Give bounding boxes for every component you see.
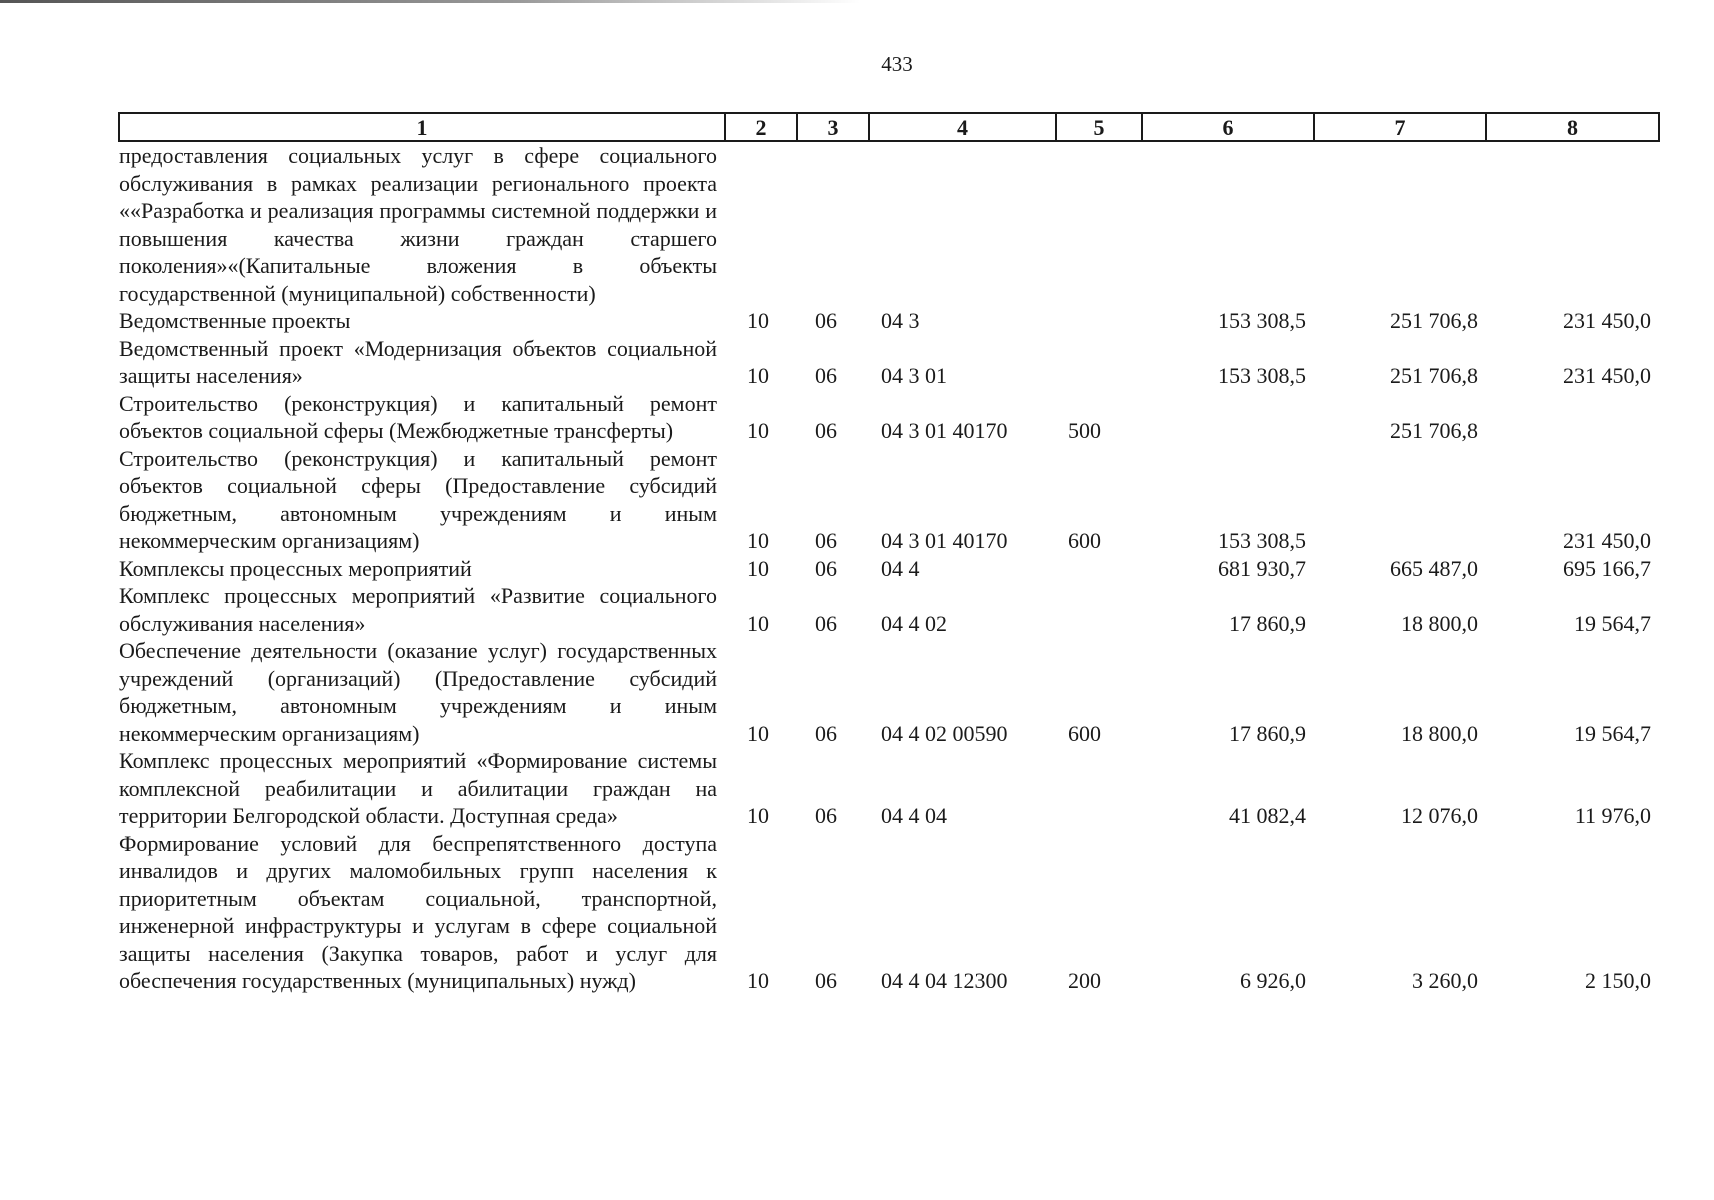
budget-table <box>118 112 1660 995</box>
row-value-col8: 2 150,0 <box>1585 968 1651 993</box>
row-value-col7: 18 800,0 <box>1401 720 1478 746</box>
row-value-col8: 231 450,0 <box>1563 528 1651 553</box>
row-description: Комплексы процессных мероприятий <box>119 555 472 581</box>
row-description: Строительство (реконструкция) и капитальный ремонт объектов социальной сферы (Межбюджетные трансферты) <box>119 390 717 443</box>
row-target-article: 04 3 01 40170 <box>881 528 1008 553</box>
row-value-col7: 251 706,8 <box>1390 308 1478 333</box>
row-expense-type <box>1056 555 1142 583</box>
table-row <box>119 637 1659 747</box>
header-row <box>119 113 1659 141</box>
row-subsection-code: 06 <box>815 610 837 636</box>
row-description: Ведомственный проект «Модернизация объектов социальной защиты населения» <box>119 335 717 388</box>
row-subsection-code <box>797 141 869 307</box>
row-section-code: 10 <box>747 803 769 828</box>
row-value-col6: 41 082,4 <box>1229 803 1306 828</box>
row-section-code: 10 <box>747 308 769 333</box>
header-col-8: 8 <box>1486 113 1659 141</box>
row-section-code: 10 <box>747 363 769 388</box>
row-expense-type <box>1056 582 1142 637</box>
header-col-7: 7 <box>1314 113 1486 141</box>
row-description: Комплекс процессных мероприятий «Развитие социального обслуживания населения» <box>119 583 717 636</box>
row-value-col6: 17 860,9 <box>1229 720 1306 746</box>
row-target-article: 04 4 04 12300 <box>881 968 1008 993</box>
row-value-col7: 251 706,8 <box>1390 363 1478 388</box>
row-target-article: 04 4 04 <box>881 803 947 828</box>
header-col-4: 4 <box>869 113 1056 141</box>
row-description: Строительство (реконструкция) и капитальный ремонт объектов социальной сферы (Предоставление субсидий бюджетным, автономным учреждениям и иным некоммерческим организациям) <box>119 445 717 553</box>
row-value-col7: 665 487,0 <box>1390 555 1478 581</box>
row-section-code: 10 <box>747 528 769 553</box>
header-col-5: 5 <box>1056 113 1142 141</box>
row-value-col6 <box>1142 390 1314 445</box>
row-target-article: 04 3 01 40170 <box>881 418 1008 443</box>
page-number: 433 <box>881 52 913 76</box>
row-section-code: 10 <box>747 720 769 746</box>
row-subsection-code: 06 <box>815 528 837 553</box>
table-body <box>119 141 1659 995</box>
table-row <box>119 830 1659 995</box>
row-description: Комплекс процессных мероприятий «Формирование системы комплексной реабилитации и абилитации граждан на территории Белгородской области. Доступная среда» <box>119 748 717 828</box>
row-expense-type <box>1056 747 1142 830</box>
table-row <box>119 555 1659 583</box>
row-section-code: 10 <box>747 418 769 443</box>
row-subsection-code: 06 <box>815 803 837 828</box>
table-row <box>119 307 1659 335</box>
row-value-col8 <box>1486 390 1659 445</box>
scan-edge <box>0 0 860 3</box>
row-value-col8: 695 166,7 <box>1563 555 1651 581</box>
header-col-6: 6 <box>1142 113 1314 141</box>
row-value-col6: 153 308,5 <box>1218 363 1306 388</box>
row-value-col8: 11 976,0 <box>1574 803 1651 828</box>
row-target-article <box>869 141 1056 307</box>
table-header <box>119 113 1659 141</box>
row-subsection-code: 06 <box>815 968 837 993</box>
row-description: Ведомственные проекты <box>119 308 351 333</box>
table-row <box>119 335 1659 390</box>
row-value-col7: 18 800,0 <box>1401 610 1478 636</box>
row-value-col8: 19 564,7 <box>1574 720 1651 746</box>
header-col-1: 1 <box>119 113 725 141</box>
row-value-col7 <box>1314 141 1486 307</box>
row-value-col6: 681 930,7 <box>1218 555 1306 581</box>
row-expense-type: 200 <box>1068 968 1101 993</box>
row-expense-type: 500 <box>1068 418 1101 443</box>
row-target-article: 04 4 <box>881 555 920 581</box>
row-target-article: 04 3 01 <box>881 363 947 388</box>
header-col-3: 3 <box>797 113 869 141</box>
row-value-col6: 153 308,5 <box>1218 308 1306 333</box>
row-value-col7 <box>1314 445 1486 555</box>
row-section-code: 10 <box>747 555 769 581</box>
header-col-2: 2 <box>725 113 797 141</box>
row-value-col7: 12 076,0 <box>1401 803 1478 828</box>
row-value-col8 <box>1486 141 1659 307</box>
table-row <box>119 390 1659 445</box>
row-subsection-code: 06 <box>815 720 837 746</box>
row-description: Обеспечение деятельности (оказание услуг) государственных учреждений (организаций) (Предоставление субсидий бюджетным, автономным учреждениям и иным некоммерческим организациям) <box>119 638 717 746</box>
row-value-col8: 231 450,0 <box>1563 308 1651 333</box>
row-value-col8: 19 564,7 <box>1574 610 1651 636</box>
table-row <box>119 445 1659 555</box>
row-expense-type: 600 <box>1068 720 1101 746</box>
table-row <box>119 141 1659 307</box>
row-target-article: 04 3 <box>881 308 920 333</box>
row-value-col6: 153 308,5 <box>1218 528 1306 553</box>
row-subsection-code: 06 <box>815 555 837 581</box>
row-section-code <box>725 141 797 307</box>
row-value-col6: 17 860,9 <box>1229 610 1306 636</box>
row-description: Формирование условий для беспрепятственного доступа инвалидов и других маломобильных групп населения к приоритетным объектам социальной, транспортной, инженерной инфраструктуры и услугам в сфере социальной защиты населения (Закупка товаров, работ и услуг для обеспечения государственных (муниципальных) нужд) <box>119 830 717 993</box>
row-subsection-code: 06 <box>815 418 837 443</box>
row-value-col6 <box>1142 141 1314 307</box>
row-section-code: 10 <box>747 610 769 636</box>
row-subsection-code: 06 <box>815 308 837 333</box>
row-expense-type <box>1056 307 1142 335</box>
row-value-col7: 251 706,8 <box>1390 418 1478 443</box>
row-target-article: 04 4 02 <box>881 610 947 636</box>
row-expense-type <box>1056 335 1142 390</box>
row-expense-type <box>1056 141 1142 307</box>
row-value-col8: 231 450,0 <box>1563 363 1651 388</box>
row-expense-type: 600 <box>1068 528 1101 553</box>
row-subsection-code: 06 <box>815 363 837 388</box>
table-row <box>119 582 1659 637</box>
row-value-col6: 6 926,0 <box>1240 968 1306 993</box>
row-target-article: 04 4 02 00590 <box>881 720 1008 746</box>
row-section-code: 10 <box>747 968 769 993</box>
row-description: предоставления социальных услуг в сфере социального обслуживания в рамках реализации регионального проекта ««Разработка и реализация программы системной поддержки и повышения качества жизни граждан старшего поколения»«(Капитальные вложения в объекты государственной (муниципальной) собственности) <box>119 143 717 306</box>
table-row <box>119 747 1659 830</box>
row-value-col7: 3 260,0 <box>1412 968 1478 993</box>
